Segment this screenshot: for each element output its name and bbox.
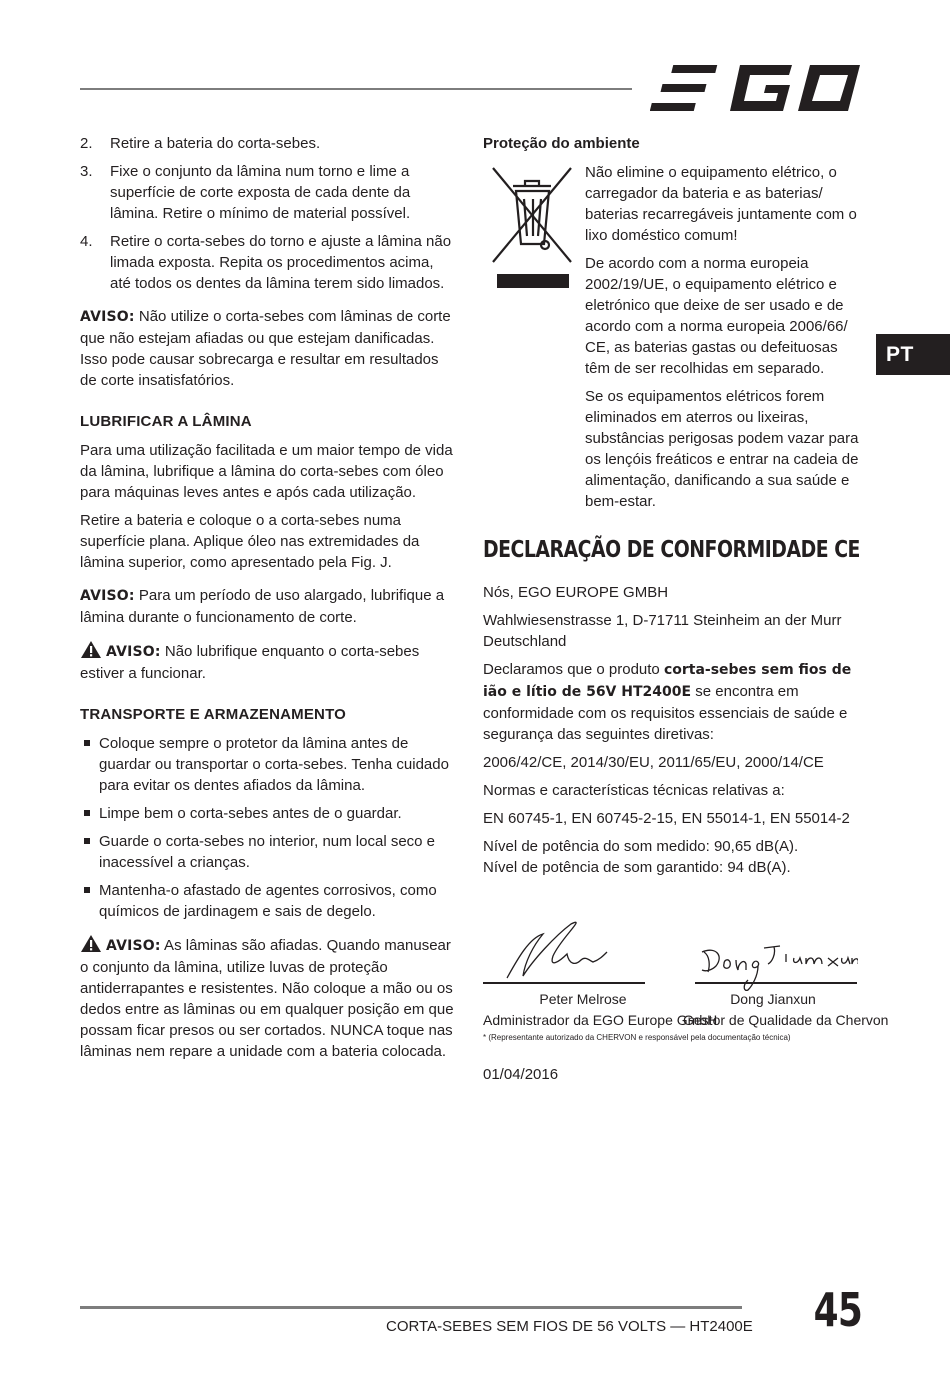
standards-list: EN 60745-1, EN 60745-2-15, EN 55014-1, EN 55014-2: [483, 810, 850, 827]
step-text: Fixe o conjunto da lâmina num torno e lime a superfície de corte exposta de cada dente da lâmina. Retire o mínimo de material possível.: [110, 163, 411, 222]
signature-dong-jianxun: [698, 938, 858, 996]
footer-product-title: CORTA-SEBES SEM FIOS DE 56 VOLTS — HT2400E: [386, 1318, 753, 1335]
warning-text: As lâminas são afiadas. Quando manusear o conjunto da lâmina, utilize luvas de proteção antiderrapantes e resistentes. Não coloque a mão ou os dedos entre as lâminas ou em qualquer posição em que possam ficar presos ou ser cortados. NUNCA toque nas lâminas nem repare a unidade com a bateria colocada.: [80, 937, 454, 1060]
list-item-text: Guarde o corta-sebes no interior, num local seco e inacessível a crianças.: [99, 833, 436, 871]
bullet-square-icon: [84, 740, 90, 746]
step-number: 3.: [80, 163, 93, 180]
footnote: * (Representante autorizado da CHERVON e responsável pela documentação técnica): [483, 1033, 791, 1042]
footer-rule: [80, 1306, 742, 1309]
warning-text: Para um período de uso alargado, lubrifique a lâmina durante o funcionamento de corte.: [80, 587, 445, 626]
declaration-date: 01/04/2016: [483, 1066, 559, 1083]
bullet-square-icon: [84, 838, 90, 844]
step-text: Retire o corta-sebes do torno e ajuste a lâmina não limada exposta. Repita os procedimentos acima, até todos os dentes da lâmina terem sido limados.: [110, 233, 452, 292]
ego-logo: [650, 62, 862, 114]
header-rule: [80, 88, 632, 90]
signature-line-1: [483, 982, 645, 984]
signature-peter-melrose: [503, 916, 613, 982]
warning-label: AVISO:: [106, 938, 161, 954]
warning-text: Não utilize o corta-sebes com lâminas de corte que não estejam afiadas ou que estejam danificadas. Isso pode causar sobrecarga e resultar em resultados de corte insatisfatórios.: [80, 308, 451, 389]
transport-heading: TRANSPORTE E ARMAZENAMENTO: [80, 706, 347, 723]
bullet-square-icon: [84, 810, 90, 816]
list-item: [80, 733, 458, 796]
environment-paragraph-2: De acordo com a norma europeia 2002/19/UE, o equipamento elétrico e eletrónico que deixe de ser usado e de acordo com a norma europeia 2006/66/ CE, as baterias gastas ou defeituosas têm de ser recolhidas em separado.: [585, 255, 848, 377]
directives-list: 2006/42/CE, 2014/30/EU, 2011/65/EU, 2000/14/CE: [483, 754, 824, 771]
lubricate-heading: LUBRIFICAR A LÂMINA: [80, 413, 252, 430]
step-number: 2.: [80, 135, 93, 152]
warning-blunt-blades: [80, 306, 458, 391]
list-item: [80, 880, 458, 922]
list-item: [80, 831, 458, 873]
signatory-2-role: Gestor de Qualidade da Chervon: [683, 1012, 889, 1028]
bullet-square-icon: [84, 887, 90, 893]
warning-text: Não lubrifique enquanto o corta-sebes estiver a funcionar.: [80, 643, 420, 682]
address-line-1: Wahlwiesenstrasse 1, D-71711 Steinheim an der Murr: [483, 612, 842, 629]
declaration-post: se encontra em conformidade com os requisitos essenciais de saúde e segurança das seguintes diretivas:: [483, 683, 848, 743]
signatory-1: [483, 989, 718, 1031]
signature-line-2: [695, 982, 857, 984]
language-tab: PT: [876, 334, 950, 375]
warning-sharp-blades: [80, 934, 458, 1062]
list-item-text: Mantenha-o afastado de agentes corrosivos, como químicos de jardinagem e sais de degelo.: [99, 882, 437, 920]
declaration-pre: Declaramos que o produto: [483, 661, 664, 678]
environment-heading: Proteção do ambiente: [483, 135, 640, 152]
warning-label: AVISO:: [80, 588, 135, 604]
list-item: [80, 803, 458, 824]
declaration-title: [483, 530, 863, 570]
page-number: 45: [813, 1283, 862, 1337]
warning-label: AVISO:: [106, 644, 161, 660]
warning-lubricate-extended: [80, 585, 458, 628]
warning-triangle-icon: [80, 934, 102, 953]
step-item: [80, 231, 458, 294]
sound-measured: Nível de potência do som medido: 90,65 dB(A).: [483, 838, 799, 855]
signatory-2-name: Dong Jianxun: [730, 991, 816, 1007]
company-name: Nós, EGO EUROPE GMBH: [483, 584, 669, 601]
lubricate-paragraph-2: Retire a bateria e coloque o a corta-sebes numa superfície plana. Aplique óleo nas extremidades da lâmina superior, como apresentado pela Fig. J.: [80, 512, 420, 571]
list-item-text: Limpe bem o corta-sebes antes de o guardar.: [99, 805, 402, 822]
signatory-1-role: Administrador da EGO Europe GmbH: [483, 1012, 718, 1028]
warning-no-lubricate-running: [80, 640, 458, 684]
declaration-title-text: DECLARAÇÃO DE CONFORMIDADE CE: [483, 537, 860, 563]
signatory-1-name: Peter Melrose: [539, 991, 627, 1007]
address-line-2: Deutschland: [483, 633, 567, 650]
crossed-bin-icon: [489, 164, 575, 290]
environment-section: [483, 162, 863, 512]
step-item: [80, 161, 458, 224]
signatory-2: [683, 989, 889, 1031]
step-item: [80, 133, 458, 154]
company-address: [483, 610, 863, 652]
signature-area: [483, 916, 889, 1028]
step-number: 4.: [80, 233, 93, 250]
right-column: [483, 133, 889, 1085]
left-column: [80, 133, 458, 1069]
warning-label: AVISO:: [80, 309, 135, 325]
declaration-statement: [483, 659, 863, 745]
environment-paragraph-3: Se os equipamentos elétricos forem eliminados em aterros ou lixeiras, substâncias perigosas podem vazar para os lençóis freáticos e entrar na cadeia de alimentação, danificando a sua saúde e bem-estar.: [585, 388, 859, 510]
warning-triangle-icon: [80, 640, 102, 659]
sound-levels: [483, 836, 863, 878]
environment-paragraph-1: Não elimine o equipamento elétrico, o carregador da bateria e as baterias/ baterias recarregáveis juntamente com o lixo doméstico comum!: [585, 164, 857, 244]
list-item-text: Coloque sempre o protetor da lâmina antes de guardar ou transportar o corta-sebes. Tenha cuidado para evitar os dentes afiados da lâmina.: [99, 735, 449, 794]
standards-intro: Normas e características técnicas relativas a:: [483, 782, 785, 799]
lubricate-paragraph-1: Para uma utilização facilitada e um maior tempo de vida da lâmina, lubrifique a lâmina do corta-sebes com óleo para máquinas leves antes e após cada utilização.: [80, 442, 453, 501]
declaration-product: corta-sebes sem fios de ião e lítio de 56V HT2400E: [483, 662, 852, 700]
step-text: Retire a bateria do corta-sebes.: [110, 135, 321, 152]
sound-guaranteed: Nível de potência de som garantido: 94 dB(A).: [483, 859, 791, 876]
